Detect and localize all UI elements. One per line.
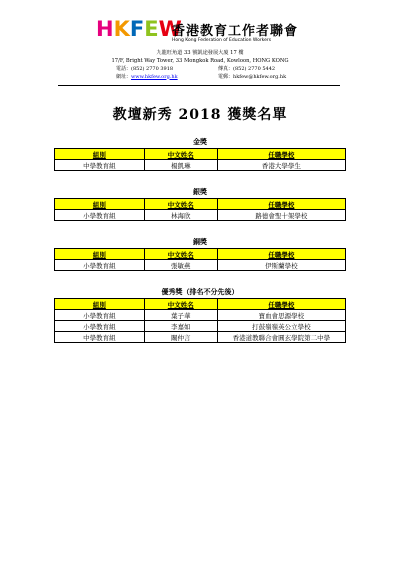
cell-name: 林海欣 bbox=[144, 210, 217, 221]
cell-group: 小學教育組 bbox=[55, 321, 145, 332]
header-group: 組別 bbox=[55, 249, 145, 260]
table-row bbox=[55, 321, 346, 332]
cell-school: 打鼓嶺嶺英公立學校 bbox=[217, 321, 345, 332]
cell-group: 小學教育組 bbox=[55, 210, 145, 221]
cell-school: 香港大學學生 bbox=[217, 160, 345, 171]
header-school: 任職學校 bbox=[217, 149, 345, 160]
document-title: 教壇新秀 2018 獲獎名單 bbox=[112, 107, 288, 123]
header-group: 組別 bbox=[55, 149, 145, 160]
table-header-row bbox=[55, 199, 346, 210]
table-row bbox=[55, 160, 346, 171]
address-en: 17/F, Bright Way Tower, 33 Mongkok Road, Kowloon, HONG KONG bbox=[111, 57, 289, 64]
cell-group: 中學教育組 bbox=[55, 332, 145, 343]
header-group: 組別 bbox=[55, 299, 145, 310]
phone: 電話：(852) 2770 3918 bbox=[116, 66, 174, 72]
address-block bbox=[0, 50, 400, 65]
header-school: 任職學校 bbox=[217, 249, 345, 260]
address-zh: 九龍旺角道 33 號凱途發展大廈 17 樓 bbox=[156, 50, 244, 56]
header-name: 中文姓名 bbox=[144, 199, 217, 210]
header-name: 中文姓名 bbox=[144, 249, 217, 260]
section-title-silver: 銀獎 bbox=[193, 187, 207, 196]
header-group: 組別 bbox=[55, 199, 145, 210]
header-school: 任職學校 bbox=[217, 199, 345, 210]
fax: 傳真：(852) 2770 5442 bbox=[218, 66, 276, 72]
award-table-merit bbox=[54, 298, 346, 343]
cell-group: 中學教育組 bbox=[55, 160, 145, 171]
email[interactable]: 電郵：hkfew@hkfew.org.hk bbox=[218, 73, 287, 80]
cell-group: 小學教育組 bbox=[55, 310, 145, 321]
contact-block bbox=[104, 66, 314, 81]
cell-name: 張敏燕 bbox=[144, 260, 217, 271]
table-row bbox=[55, 332, 346, 343]
table-header-row bbox=[55, 149, 346, 160]
table-row bbox=[55, 260, 346, 271]
header-school: 任職學校 bbox=[217, 299, 345, 310]
cell-school: 伊斯蘭學校 bbox=[217, 260, 345, 271]
cell-name: 葉子華 bbox=[144, 310, 217, 321]
cell-school: 香港道教聯合會圓玄學院第二中學 bbox=[217, 332, 345, 343]
cell-school: 路德會聖十架學校 bbox=[217, 210, 345, 221]
header-name: 中文姓名 bbox=[144, 299, 217, 310]
hkfew-logo-icon: HKFEW bbox=[96, 17, 182, 41]
award-table-gold bbox=[54, 148, 346, 171]
section-title-bronze: 銅獎 bbox=[193, 237, 207, 246]
cell-name: 關仲言 bbox=[144, 332, 217, 343]
org-logo bbox=[96, 14, 326, 48]
table-row bbox=[55, 310, 346, 321]
cell-school: 寶血會思源學校 bbox=[217, 310, 345, 321]
award-table-bronze bbox=[54, 248, 346, 271]
section-title-merit: 優秀獎（排名不分先後） bbox=[161, 287, 239, 296]
table-header-row bbox=[55, 249, 346, 260]
website-link[interactable]: www.hkfew.org.hk bbox=[131, 73, 178, 80]
letterhead-divider bbox=[58, 85, 340, 86]
section-title-gold: 金獎 bbox=[193, 137, 207, 146]
org-name-en: Hong Kong Federation of Education Workers bbox=[172, 38, 272, 43]
website-line: 網址：www.hkfew.org.hk bbox=[116, 73, 178, 80]
header-name: 中文姓名 bbox=[144, 149, 217, 160]
table-header-row bbox=[55, 299, 346, 310]
org-name-zh: 香港教育工作者聯會 bbox=[172, 24, 299, 39]
table-row bbox=[55, 210, 346, 221]
cell-group: 小學教育組 bbox=[55, 260, 145, 271]
award-table-silver bbox=[54, 198, 346, 221]
cell-name: 李嘉如 bbox=[144, 321, 217, 332]
cell-name: 楊凱琳 bbox=[144, 160, 217, 171]
